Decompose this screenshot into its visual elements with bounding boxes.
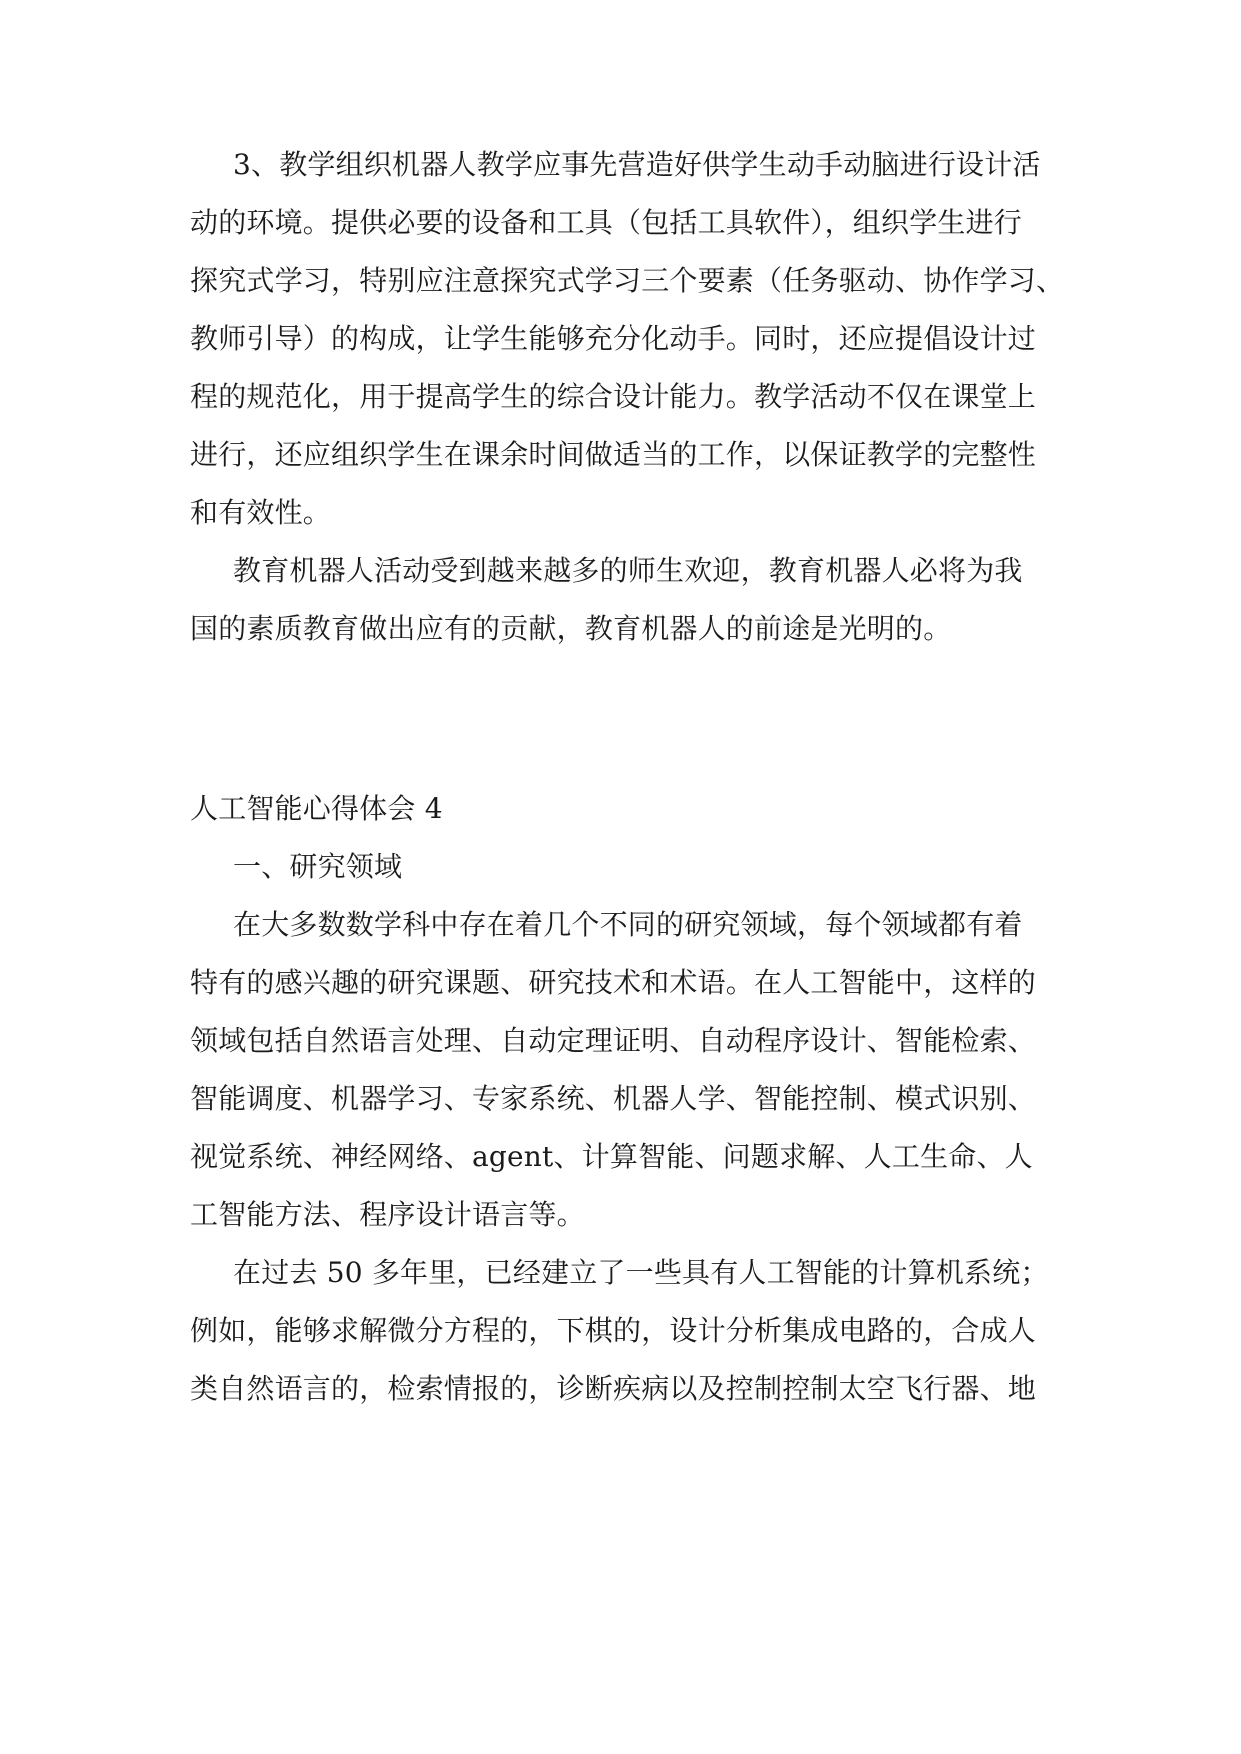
paragraph-line: 国的素质教育做出应有的贡献，教育机器人的前途是光明的。 (190, 612, 952, 645)
paragraph-line: 程的规范化，用于提高学生的综合设计能力。教学活动不仅在课堂上 (190, 380, 1037, 413)
paragraph-line: 动的环境。提供必要的设备和工具（包括工具软件），组织学生进行 (190, 206, 1023, 239)
section-heading: 人工智能心得体会 4 (190, 792, 443, 825)
section-subheading: 一、研究领域 (233, 850, 403, 883)
paragraph-line: 在大多数数学科中存在着几个不同的研究领域，每个领域都有着 (233, 908, 1023, 941)
paragraph-line: 工智能方法、程序设计语言等。 (190, 1198, 585, 1231)
paragraph-line: 探究式学习，特别应注意探究式学习三个要素（任务驱动、协作学习、 (190, 264, 1065, 297)
paragraph-line: 在过去 50 多年里，已经建立了一些具有人工智能的计算机系统； (233, 1256, 1049, 1289)
paragraph-line: 智能调度、机器学习、专家系统、机器人学、智能控制、模式识别、 (190, 1082, 1037, 1115)
paragraph-line: 教育机器人活动受到越来越多的师生欢迎，教育机器人必将为我 (233, 554, 1023, 587)
paragraph-line: 视觉系统、神经网络、agent、计算智能、问题求解、人工生命、人 (190, 1140, 1033, 1173)
paragraph-line: 类自然语言的，检索情报的，诊断疾病以及控制控制太空飞行器、地 (190, 1372, 1037, 1405)
paragraph-line: 进行，还应组织学生在课余时间做适当的工作，以保证教学的完整性 (190, 438, 1037, 471)
paragraph-line: 和有效性。 (190, 496, 332, 529)
paragraph-line: 特有的感兴趣的研究课题、研究技术和术语。在人工智能中，这样的 (190, 966, 1037, 999)
paragraph-line: 教师引导）的构成，让学生能够充分化动手。同时，还应提倡设计过 (190, 322, 1037, 355)
paragraph-line: 3、教学组织机器人教学应事先营造好供学生动手动脑进行设计活 (233, 148, 1041, 181)
paragraph-line: 领域包括自然语言处理、自动定理证明、自动程序设计、智能检索、 (190, 1024, 1037, 1057)
paragraph-line: 例如，能够求解微分方程的，下棋的，设计分析集成电路的，合成人 (190, 1314, 1037, 1347)
